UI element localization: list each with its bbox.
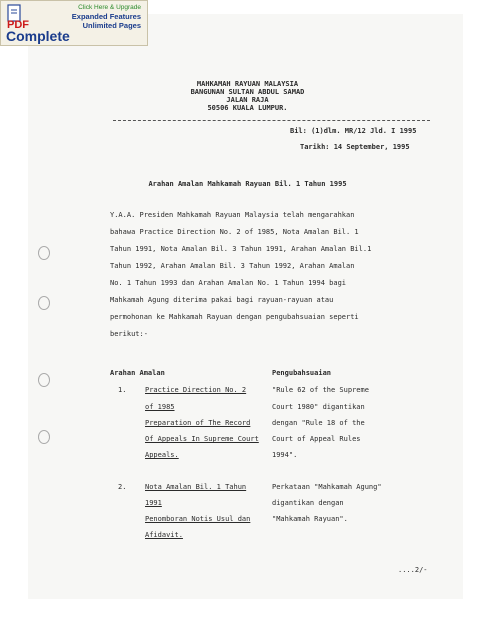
letterhead-line: BANGUNAN SULTAN ABDUL SAMAD (190, 88, 305, 96)
body-line: Mahkamah Agung diterima pakai bagi rayuan-rayuan atau (110, 296, 334, 304)
letterhead-line: JALAN RAJA (226, 96, 269, 104)
body-line: bahawa Practice Direction No. 2 of 1985, Nota Amalan Bil. 1 (110, 228, 359, 236)
item-number: 2. (118, 483, 127, 491)
body-line: berikut:- (110, 330, 148, 338)
letterhead-line: 50506 KUALA LUMPUR. (207, 104, 288, 112)
features-text: Expanded Features (71, 12, 141, 21)
upgrade-link[interactable]: Click Here & Upgrade (78, 4, 141, 11)
binder-hole (38, 296, 50, 310)
column-header: Arahan Amalan (110, 369, 165, 377)
body-line: No. 1 Tahun 1993 dan Arahan Amalan No. 1 Tahun 1994 bagi (110, 279, 347, 287)
item-left-line: Preparation of The Record (145, 419, 251, 427)
item-right-line: "Mahkamah Rayuan". (272, 515, 348, 523)
body-line: Y.A.A. Presiden Mahkamah Rayuan Malaysia telah mengarahkan (110, 211, 355, 219)
item-left-line: Nota Amalan Bil. 1 Tahun (145, 483, 247, 491)
pages-text: Unlimited Pages (82, 21, 141, 30)
item-left-line: of 1985 (145, 403, 175, 411)
item-right-line: Court 1980" digantikan (272, 403, 365, 411)
item-number: 1. (118, 386, 127, 394)
item-right-line: "Rule 62 of the Supreme (272, 386, 369, 394)
letterhead-line: MAHKAMAH RAYUAN MALAYSIA (196, 80, 299, 88)
item-right-line: digantikan dengan (272, 499, 344, 507)
binder-hole (38, 373, 50, 387)
page-continuation: ....2/- (398, 566, 428, 574)
body-line: Tahun 1992, Arahan Amalan Bil. 3 Tahun 1992, Arahan Amalan (110, 262, 355, 270)
body-line: Tahun 1991, Nota Amalan Bil. 3 Tahun 1991, Arahan Amalan Bil.1 (110, 245, 372, 253)
item-left-line: Of Appeals In Supreme Court (145, 435, 259, 443)
reference-number: Bil: (1)dlm. MR/12 Jld. I 1995 (290, 127, 417, 135)
item-left-line: Afidavit. (145, 531, 183, 539)
body-line: permohonan ke Mahkamah Rayuan dengan pengubahsuaian seperti (110, 313, 359, 321)
item-right-line: Court of Appeal Rules (272, 435, 361, 443)
item-left-line: 1991 (145, 499, 162, 507)
item-left-line: Penomboran Notis Usul dan (145, 515, 251, 523)
document-date: Tarikh: 14 September, 1995 (300, 143, 410, 151)
column-header: Pengubahsuaian (272, 369, 332, 377)
pdf-upgrade-banner[interactable] (0, 0, 148, 46)
complete-label: Complete (6, 28, 70, 44)
item-left-line: Practice Direction No. 2 (145, 386, 247, 394)
item-right-line: dengan "Rule 18 of the (272, 419, 365, 427)
item-right-line: 1994". (272, 451, 298, 459)
divider (113, 120, 430, 121)
binder-hole (38, 246, 50, 260)
item-left-line: Appeals. (145, 451, 179, 459)
item-right-line: Perkataan "Mahkamah Agung" (272, 483, 382, 491)
document-title: Arahan Amalan Mahkamah Rayuan Bil. 1 Tahun 1995 (148, 180, 347, 188)
pdf-label: PDF (7, 19, 29, 31)
binder-hole (38, 430, 50, 444)
